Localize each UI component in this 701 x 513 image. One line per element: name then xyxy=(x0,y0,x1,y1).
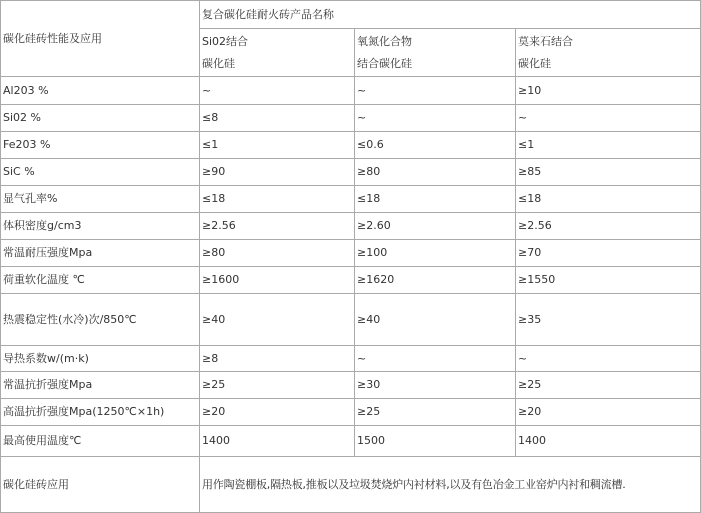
product-header-2 xyxy=(355,29,516,77)
product-header-3 xyxy=(516,29,701,77)
value-cell: ≥90 xyxy=(200,159,355,186)
value-cell: ≤18 xyxy=(516,186,701,213)
product-1-name-line1: Si02结合 xyxy=(202,34,249,48)
value-cell: ≥2.60 xyxy=(355,213,516,240)
property-label: Fe203 % xyxy=(1,132,200,159)
value-cell: ≥80 xyxy=(355,159,516,186)
value-cell: ~ xyxy=(516,346,701,372)
property-column-header-text: 碳化硅砖性能及应用 xyxy=(3,31,102,45)
table-row xyxy=(1,372,701,399)
table-row xyxy=(1,240,701,267)
value-cell: ≥40 xyxy=(200,294,355,346)
value-cell: ≤18 xyxy=(200,186,355,213)
property-label: 导热系数w/(m·k) xyxy=(1,346,200,372)
table-row xyxy=(1,294,701,346)
application-text: 用作陶瓷棚板,隔热板,推板以及垃圾焚烧炉内衬材料,以及有色冶金工业窑炉内衬和稠流槽. xyxy=(200,457,701,513)
value-cell: ≥25 xyxy=(355,399,516,426)
value-cell: ≤1 xyxy=(516,132,701,159)
value-cell: ≥35 xyxy=(516,294,701,346)
value-cell: ≥2.56 xyxy=(516,213,701,240)
product-group-title: 复合碳化硅耐火砖产品名称 xyxy=(202,7,334,21)
value-cell: 1400 xyxy=(200,426,355,457)
header-row-group xyxy=(1,1,701,29)
table-row xyxy=(1,426,701,457)
table-row xyxy=(1,132,701,159)
value-cell: ≥1620 xyxy=(355,267,516,294)
product-1-name-line2: 碳化硅 xyxy=(202,56,235,70)
value-cell: ≥30 xyxy=(355,372,516,399)
value-cell: ≥85 xyxy=(516,159,701,186)
property-label: 高温抗折强度Mpa(1250℃×1h) xyxy=(1,399,200,426)
table-row xyxy=(1,159,701,186)
property-column-header xyxy=(1,1,200,77)
value-cell: ≥20 xyxy=(516,399,701,426)
product-header-1 xyxy=(200,29,355,77)
property-label: 荷重软化温度 ℃ xyxy=(1,267,200,294)
property-label: Si02 % xyxy=(1,105,200,132)
table-row xyxy=(1,213,701,240)
property-label: SiC % xyxy=(1,159,200,186)
value-cell: ≥10 xyxy=(516,77,701,105)
value-cell: ~ xyxy=(355,105,516,132)
value-cell: ~ xyxy=(200,77,355,105)
value-cell: ≥100 xyxy=(355,240,516,267)
value-cell: ≥2.56 xyxy=(200,213,355,240)
value-cell: ~ xyxy=(516,105,701,132)
property-label: Al203 % xyxy=(1,77,200,105)
value-cell: ≥40 xyxy=(355,294,516,346)
property-label: 体积密度g/cm3 xyxy=(1,213,200,240)
table-row xyxy=(1,77,701,105)
value-cell: ≥70 xyxy=(516,240,701,267)
product-2-name-line2: 结合碳化硅 xyxy=(357,56,412,70)
value-cell: ≥8 xyxy=(200,346,355,372)
table-row xyxy=(1,399,701,426)
value-cell: ≤0.6 xyxy=(355,132,516,159)
value-cell: ≥1600 xyxy=(200,267,355,294)
product-3-name-line1: 莫来石结合 xyxy=(518,34,573,48)
value-cell: ~ xyxy=(355,77,516,105)
value-cell: ≥25 xyxy=(516,372,701,399)
table-row xyxy=(1,105,701,132)
value-cell: ≤8 xyxy=(200,105,355,132)
value-cell: ≥25 xyxy=(200,372,355,399)
value-cell: ≤18 xyxy=(355,186,516,213)
property-label: 显气孔率% xyxy=(1,186,200,213)
property-label: 常温抗折强度Mpa xyxy=(1,372,200,399)
value-cell: ≥80 xyxy=(200,240,355,267)
product-3-name-line2: 碳化硅 xyxy=(518,56,551,70)
product-2-name-line1: 氧氮化合物 xyxy=(357,34,412,48)
value-cell: ≤1 xyxy=(200,132,355,159)
table-row xyxy=(1,267,701,294)
value-cell: 1500 xyxy=(355,426,516,457)
application-row xyxy=(1,457,701,513)
value-cell: ≥1550 xyxy=(516,267,701,294)
application-label: 碳化硅砖应用 xyxy=(1,457,200,513)
property-label: 最高使用温度℃ xyxy=(1,426,200,457)
table-row xyxy=(1,186,701,213)
value-cell: 1400 xyxy=(516,426,701,457)
property-label: 热震稳定性(水冷)次/850℃ xyxy=(1,294,200,346)
product-group-header xyxy=(200,1,701,29)
property-label: 常温耐压强度Mpa xyxy=(1,240,200,267)
value-cell: ~ xyxy=(355,346,516,372)
value-cell: ≥20 xyxy=(200,399,355,426)
table-row xyxy=(1,346,701,372)
